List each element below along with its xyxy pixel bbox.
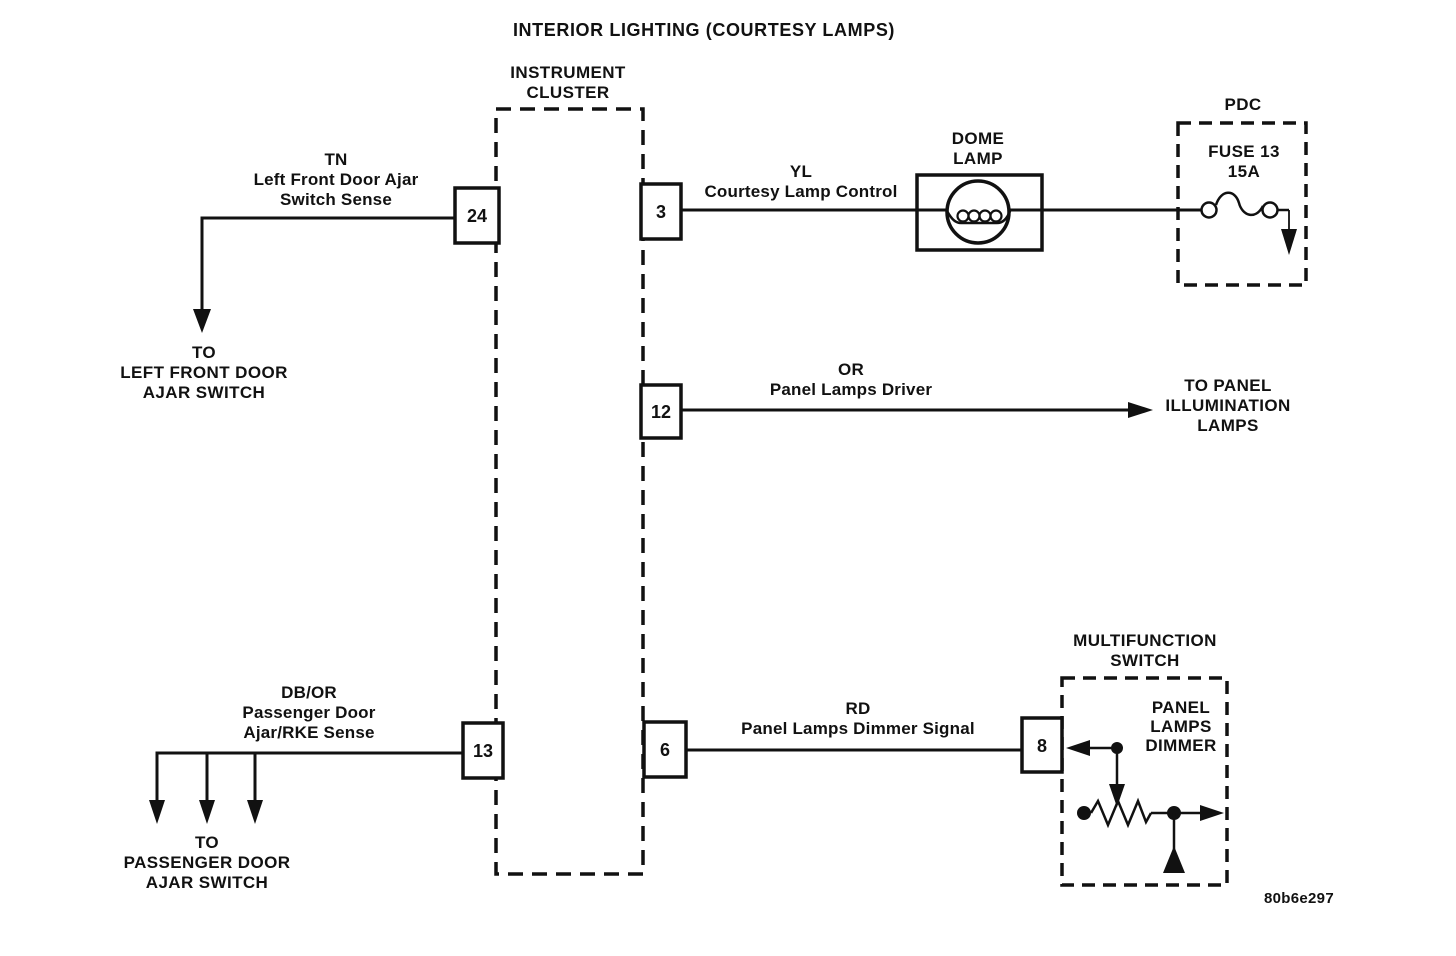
- wire-dbor-desc2: Ajar/RKE Sense: [243, 723, 375, 742]
- panel-lamps-dimmer-line1: PANEL: [1151, 698, 1211, 717]
- pdc-title: PDC: [1224, 95, 1262, 114]
- fuse-label-line1: FUSE 13: [1208, 142, 1280, 161]
- pin-24-number: 24: [466, 206, 488, 226]
- dest-left-front-door-label: [120, 343, 287, 403]
- wire-rd-label: [741, 699, 975, 739]
- wire-or-path: [681, 402, 1153, 418]
- multifunction-switch-title-line2: SWITCH: [1110, 651, 1180, 670]
- dest-passenger-line1: TO: [194, 833, 220, 852]
- wire-or-desc1: Panel Lamps Driver: [769, 380, 933, 399]
- dest-passenger-door-label: [124, 833, 291, 893]
- instrument-cluster-label-line1: INSTRUMENT: [510, 63, 626, 82]
- pin-6-number: 6: [659, 740, 671, 760]
- wire-yl-code: YL: [789, 162, 813, 181]
- arrow-right-icon: [1128, 402, 1153, 418]
- wire-or-label: [770, 360, 932, 400]
- fuse-label: [1208, 142, 1280, 182]
- instrument-cluster-label: [510, 63, 625, 103]
- figure-code: 80b6e297: [1264, 890, 1334, 907]
- pin-8-number: 8: [1036, 736, 1048, 756]
- pin-boxes: [455, 184, 1062, 778]
- dome-lamp-label: [952, 129, 1005, 169]
- dome-lamp-line1: DOME: [951, 129, 1005, 148]
- instrument-cluster-label-line2: CLUSTER: [526, 83, 610, 102]
- fuse-label-line2: 15A: [1227, 162, 1261, 181]
- dest-left-front-line3: AJAR SWITCH: [142, 383, 266, 402]
- arrow-down-icon: [149, 800, 165, 824]
- pin-13-number: 13: [472, 741, 494, 761]
- panel-lamps-dimmer-label: [1145, 698, 1216, 755]
- wire-rd-code: RD: [845, 699, 871, 718]
- dest-panel-line3: LAMPS: [1197, 416, 1259, 435]
- dimmer-potentiometer-symbol: [1066, 740, 1224, 873]
- page-title: INTERIOR LIGHTING (COURTESY LAMPS): [512, 20, 896, 40]
- dest-passenger-line2: PASSENGER DOOR: [123, 853, 291, 872]
- wire-dbor-path: [149, 753, 463, 824]
- arrow-right-icon: [1200, 805, 1224, 821]
- panel-lamps-dimmer-line2: LAMPS: [1150, 717, 1212, 736]
- wire-tn-label: [254, 150, 419, 210]
- wire-tn-desc2: Switch Sense: [280, 190, 392, 209]
- terminal-triangle-icon: [1163, 846, 1185, 873]
- arrow-left-icon: [1066, 740, 1090, 756]
- fuse-symbol: [1202, 193, 1298, 255]
- wire-rd-desc1: Panel Lamps Dimmer Signal: [741, 719, 975, 738]
- arrow-down-icon: [247, 800, 263, 824]
- dest-left-front-line2: LEFT FRONT DOOR: [120, 363, 288, 382]
- dome-lamp-line2: LAMP: [953, 149, 1003, 168]
- dest-panel-line2: ILLUMINATION: [1165, 396, 1291, 415]
- arrow-down-icon: [193, 309, 211, 333]
- wire-dbor-code: DB/OR: [281, 683, 337, 702]
- dest-panel-line1: TO PANEL: [1184, 376, 1272, 395]
- wire-yl-desc1: Courtesy Lamp Control: [704, 182, 898, 201]
- wire-dbor-desc1: Passenger Door: [242, 703, 376, 722]
- instrument-cluster-box: [496, 109, 643, 874]
- multifunction-switch-title-line1: MULTIFUNCTION: [1073, 631, 1217, 650]
- arrow-down-icon: [1281, 229, 1297, 255]
- wire-dbor-label: [242, 683, 375, 743]
- dome-lamp-symbol: [917, 175, 1042, 250]
- wire-or-code: OR: [838, 360, 864, 379]
- wire-tn-path: [193, 218, 455, 333]
- wire-tn-desc1: Left Front Door Ajar: [253, 170, 419, 189]
- dest-left-front-line1: TO: [191, 343, 217, 362]
- pin-3-number: 3: [655, 202, 667, 222]
- dest-panel-illumination-label: [1165, 376, 1290, 436]
- dest-passenger-line3: AJAR SWITCH: [145, 873, 269, 892]
- pin-12-number: 12: [650, 402, 672, 422]
- wire-yl-label: [704, 162, 897, 202]
- multifunction-switch-title: [1073, 631, 1217, 671]
- wire-tn-code: TN: [324, 150, 348, 169]
- panel-lamps-dimmer-line3: DIMMER: [1145, 736, 1217, 755]
- arrow-down-icon: [199, 800, 215, 824]
